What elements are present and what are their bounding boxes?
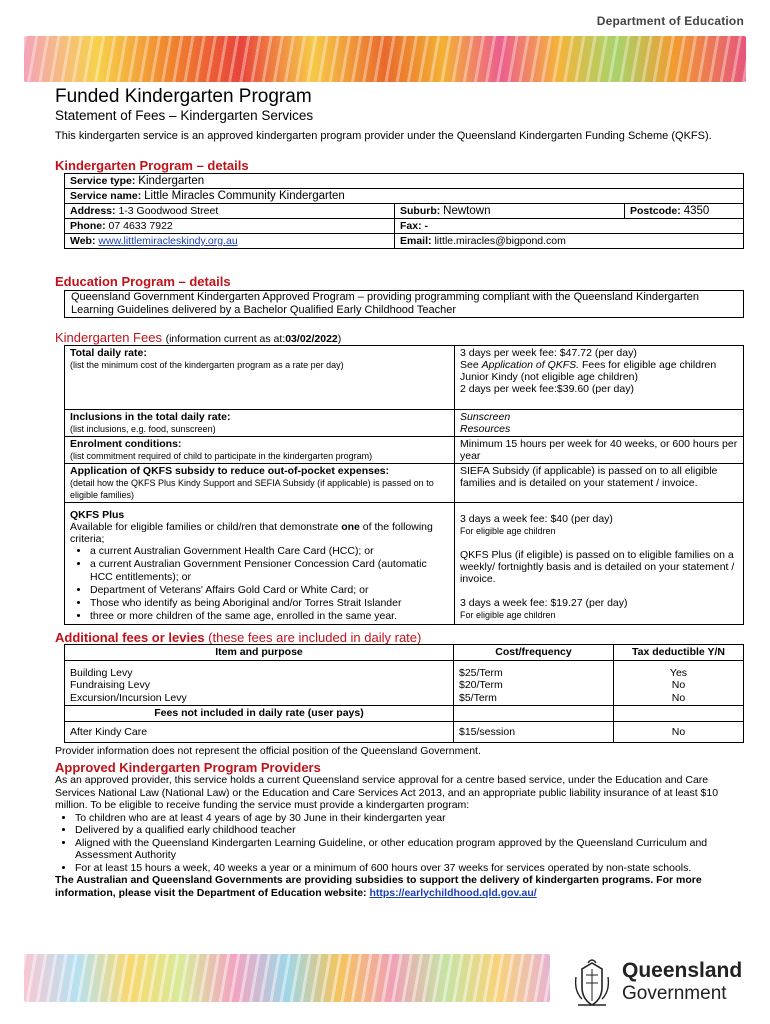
total-daily-label-cell: [65, 346, 455, 410]
suburb-label: Suburb:: [400, 205, 441, 217]
qkfs-criteria-item: • Those who identify as being Aboriginal and/or Torres Strait Islander: [90, 597, 449, 610]
decorative-banner-top: [24, 36, 746, 82]
levy-item: Fundraising Levy: [70, 679, 150, 691]
additional-heading-label: Additional fees or levies: [55, 630, 205, 645]
extra-cost: $15/session: [454, 721, 614, 743]
extra-item: After Kindy Care: [65, 721, 454, 743]
fees-heading: [55, 330, 341, 345]
program-details-table: [64, 173, 744, 249]
qkfs-criteria-item: • a current Australian Government Pensioner Concession Card (automatic HCC entitlements); or: [90, 558, 449, 584]
fees-note: [166, 333, 342, 345]
phone-label: Phone:: [70, 220, 106, 232]
inclusion-2: Resources: [460, 423, 511, 435]
qkfs-criteria-item: • a current Australian Government Health Care Card (HCC); or: [90, 545, 449, 558]
fees-heading-label: Kindergarten Fees: [55, 330, 162, 345]
earlychildhood-link[interactable]: https://earlychildhood.qld.gov.au/: [369, 886, 537, 899]
email-label: Email:: [400, 235, 432, 247]
approved-body: [55, 774, 725, 899]
col-cost-header: Cost/frequency: [454, 645, 614, 661]
application-label: Application of QKFS subsidy to reduce out-of-pocket expenses:: [70, 465, 390, 477]
empty-cell: [614, 706, 744, 722]
qkfs-plus-intro-b: one: [341, 521, 360, 533]
additional-fees-table: [64, 644, 744, 743]
web-label: Web:: [70, 235, 96, 247]
education-text: Queensland Government Kindergarten Approved Program – providing programming compliant with the Queensland Kindergarten Learning Guidelines delivered by a Bachelor Qualified Early Childhood Teacher: [64, 290, 744, 318]
fax-cell: [395, 219, 744, 234]
service-name-value: Little Miracles Community Kindergarten: [144, 190, 345, 202]
postcode-label: Postcode:: [630, 205, 681, 217]
total-daily-line1: 3 days per week fee: $47.72 (per day): [460, 347, 637, 359]
total-daily-line2: [460, 359, 738, 371]
total-daily-line2b: Application of QKFS.: [481, 359, 580, 371]
fees-note-date: 03/02/2022: [285, 333, 338, 345]
email-cell: [395, 234, 744, 249]
enrolment-hint: (list commitment required of child to participate in the kindergarten program): [70, 451, 373, 461]
inclusions-label-cell: [65, 410, 455, 437]
suburb-cell: [395, 204, 625, 219]
closing-statement: The Australian and Queensland Governments are providing subsidies to support the delivery of kindergarten programs. For more information, please visit the Department of Education website:: [55, 874, 702, 899]
qkfs-criteria-item: • three or more children of the same age, enrolled in the same year.: [90, 610, 449, 623]
closing-text: [55, 874, 725, 899]
total-daily-label: Total daily rate:: [70, 347, 147, 359]
levy-item: Excursion/Incursion Levy: [70, 691, 187, 704]
col-item-header: Item and purpose: [65, 645, 454, 661]
inclusions-value-cell: [455, 410, 744, 437]
service-name-cell: [65, 189, 744, 204]
total-daily-hint: (list the minimum cost of the kindergarten program as a rate per day): [70, 360, 344, 370]
phone-value: 07 4633 7922: [108, 220, 173, 232]
decorative-banner-bottom: [24, 954, 550, 1002]
application-label-cell: [65, 464, 455, 503]
logo-queensland-text: Queensland: [622, 959, 743, 982]
approved-item: • Delivered by a qualified early childhood teacher: [75, 824, 725, 837]
provider-note: Provider information does not represent the official position of the Queensland Government.: [55, 745, 481, 757]
levy-tax: Yes: [669, 666, 688, 679]
enrolment-label: Enrolment conditions:: [70, 438, 182, 450]
application-hint: (detail how the QKFS Plus Kindy Support and SEFIA Subsidy (if applicable) is passed on to eligible families): [70, 478, 434, 500]
approved-list: [75, 812, 725, 875]
approved-item: • Aligned with the Queensland Kindergarten Learning Guideline, or other education program approved by the Queensland Curriculum and Assessment Authority: [75, 837, 725, 862]
total-daily-value-cell: [455, 346, 744, 410]
total-daily-line4: 2 days per week fee:$39.60 (per day): [460, 383, 634, 395]
col-tax-header: Tax deductible Y/N: [614, 645, 744, 661]
suburb-value: Newtown: [443, 205, 491, 217]
qkfs-fee-2: 3 days a week fee: $19.27 (per day): [460, 597, 628, 609]
page-title: Funded Kindergarten Program: [55, 86, 312, 107]
web-link[interactable]: www.littlemiracleskindy.org.au: [98, 235, 238, 247]
postcode-cell: [625, 204, 744, 219]
levy-cost: $20/Term: [459, 679, 503, 691]
levy-cost: $5/Term: [459, 691, 497, 704]
total-daily-line2a: See: [460, 359, 482, 371]
qkfs-plus-label: QKFS Plus: [70, 509, 125, 521]
levy-tax: No: [671, 691, 686, 704]
intro-text: This kindergarten service is an approved kindergarten program provider under the Queensland Kindergarten Funding Scheme (QKFS).: [55, 130, 712, 142]
approved-heading: Approved Kindergarten Program Providers: [55, 760, 321, 775]
service-type-value: Kindergarten: [138, 175, 205, 187]
total-daily-line2c: Fees for eligible age children: [579, 359, 717, 371]
qkfs-plus-value-cell: [455, 503, 744, 625]
qkfs-fee-1-note: For eligible age children: [460, 526, 556, 536]
qkfs-plus-intro-a: Available for eligible families or child/ren that demonstrate: [70, 521, 342, 533]
fees-note-prefix: (information current as at:: [165, 333, 286, 345]
phone-cell: [65, 219, 395, 234]
address-cell: [65, 204, 395, 219]
email-value: little.miracles@bigpond.com: [434, 235, 566, 247]
qkfs-fee-2-note: For eligible age children: [460, 610, 556, 620]
qkfs-passed-text: QKFS Plus (if eligible) is passed on to eligible families on a weekly/ fortnightly basis and is detailed on your statement / invoice.: [460, 549, 735, 585]
approved-item: • To children who are at least 4 years of age by 30 June in their kindergarten year: [75, 812, 725, 825]
department-label: Department of Education: [596, 14, 744, 28]
not-included-heading: Fees not included in daily rate (user pays): [65, 706, 454, 722]
approved-item: • For at least 15 hours a week, 40 weeks a year or a minimum of 600 hours over 37 weeks for services operated by non-state schools.: [75, 862, 725, 875]
fax-value: -: [424, 220, 429, 232]
inclusions-hint: (list inclusions, e.g. food, sunscreen): [70, 424, 216, 434]
levy-tax: No: [671, 679, 686, 691]
coat-of-arms-icon: [572, 957, 612, 1009]
logo-government-text: Government: [622, 983, 727, 1004]
qkfs-plus-intro: [70, 521, 449, 545]
service-type-label: Service type:: [70, 175, 136, 187]
inclusions-label: Inclusions in the total daily rate:: [70, 411, 231, 423]
enrolment-label-cell: [65, 437, 455, 464]
web-cell: [65, 234, 395, 249]
levy-tax-cell: [614, 660, 744, 706]
education-heading: Education Program – details: [55, 274, 231, 289]
additional-heading: [55, 630, 421, 645]
qkfs-plus-intro-c: of the following criteria;: [70, 521, 433, 545]
enrolment-value-cell: Minimum 15 hours per week for 40 weeks, or 600 hours per year: [455, 437, 744, 464]
levy-costs-cell: [454, 660, 614, 706]
extra-tax: No: [614, 721, 744, 743]
application-value-cell: SIEFA Subsidy (if applicable) is passed on to all eligible families and is detailed on your statement / invoice.: [455, 464, 744, 503]
address-label: Address:: [70, 205, 116, 217]
address-value: 1-3 Goodwood Street: [118, 205, 219, 217]
page-subtitle: Statement of Fees – Kindergarten Services: [55, 108, 314, 123]
levy-item: Building Levy: [70, 666, 133, 679]
additional-heading-note: (these fees are included in daily rate): [208, 630, 422, 645]
inclusion-1: Sunscreen: [460, 411, 511, 423]
empty-cell: [454, 706, 614, 722]
service-type-cell: [65, 174, 744, 189]
postcode-value: 4350: [683, 205, 710, 217]
fees-note-suffix: ): [337, 333, 342, 345]
program-details-heading: Kindergarten Program – details: [55, 158, 249, 173]
qkfs-plus-criteria-list: [90, 545, 449, 623]
total-daily-line3: Junior Kindy (not eligible age children): [460, 371, 639, 383]
queensland-government-logo: [572, 955, 752, 1011]
levy-cost: $25/Term: [459, 666, 503, 679]
service-name-label: Service name:: [70, 190, 142, 202]
levy-items-cell: [65, 660, 454, 706]
qkfs-fee-1: 3 days a week fee: $40 (per day): [460, 513, 613, 525]
approved-text: As an approved provider, this service holds a current Queensland service approval for a centre based service, under the Education and Care Services National Law (National Law) or the Education and Care Services Act 2013, and an appropriate public liability insurance of at least $10 million. To be eligible to receive funding the service must provide a kindergarten program:: [55, 774, 719, 811]
qkfs-plus-cell: [65, 503, 455, 625]
fees-table: [64, 345, 744, 625]
qkfs-criteria-item: • Department of Veterans' Affairs Gold Card or White Card; or: [90, 584, 449, 597]
fax-label: Fax:: [400, 220, 422, 232]
